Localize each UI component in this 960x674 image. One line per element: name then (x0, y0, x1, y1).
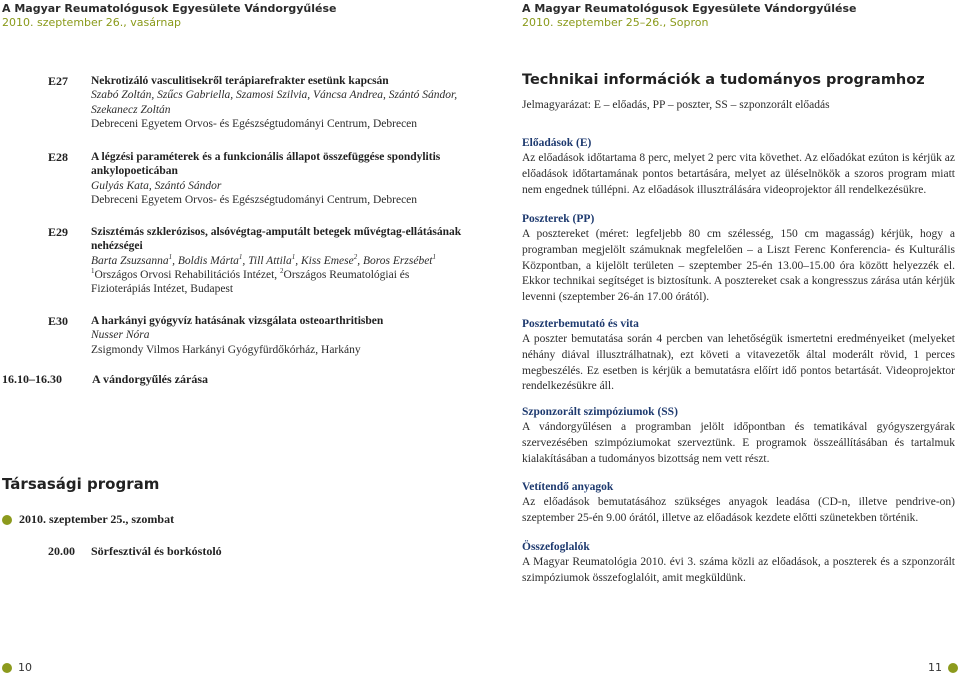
section-text: A poszter bemutatása során 4 percben van lehetőségük ismertetni eredményeiket (melyeket néhány diával illusztrálhatnak), ezt követi a vitavezetők által moderált rövid, 1 perces megbeszélés. Ez esetben is kérjük a bemutatásra előírt idő pontos betartását. Videoprojektor rendelkezésükre áll. (522, 333, 955, 393)
entry-title: Szisztémás szklerózisos, alsóvégtag-amputált betegek művégtag-ellátásának nehézségei (91, 226, 462, 253)
header-right-title: A Magyar Reumatológusok Egyesülete Vándorgyűlése (522, 2, 857, 15)
section-heading: Poszterek (PP) (522, 213, 595, 225)
section-text: A vándorgyűlésen a programban jelölt időpontban és tematikával gyógyszergyárak szervezésében szimpóziumokat szerveztünk. E programok összeállításában és tartalmuk kialakításában a tudományos bizottság nem vett részt. (522, 421, 955, 465)
section-heading: Szponzorált szimpóziumok (SS) (522, 406, 678, 418)
section-text: A posztereket (méret: legfeljebb 80 cm szélesség, 150 cm magasság) kérjük, hogy a programban megjelölt számuknak megfelelően – a Liszt Ferenc Konferencia- és Kulturális Központban, a kijelölt területen – szeptember 25-én 13.00–15.00 óra között helyezzék el. Ekkor technikai segítséget is biztosítunk. A posztereket csak a kongresszus zárása után kérjük levenni (szeptember 26-án 17.00 órától). (522, 228, 955, 304)
social-date-row (2, 512, 174, 527)
legend-text: Jelmagyarázat: E – előadás, PP – poszter, SS – szponzorált előadás (522, 99, 830, 111)
section-heading: Vetítendő anyagok (522, 481, 614, 493)
closing-time: 16.10–16.30 (2, 372, 62, 386)
event-label: Sörfesztivál és borkóstoló (91, 544, 222, 558)
section-heading: Összefoglalók (522, 541, 590, 553)
entry-institution: $^1$Országos Orvosi Rehabilitációs Intézet, $^2$Országos Reumatológiai és Fizioterápiás Intézet, Budapest (91, 267, 410, 296)
technical-info (522, 72, 955, 114)
section-heading: Előadások (E) (522, 137, 592, 149)
page-number-left (2, 661, 32, 674)
info-section (522, 405, 955, 467)
entry-institution: Zsigmondy Vilmos Harkányi Gyógyfürdőkórház, Harkány (91, 343, 361, 356)
page-number-right (928, 661, 958, 674)
page-header-left (2, 2, 337, 30)
entry-title: Nekrotizáló vasculitisekről terápiarefrakter esetünk kapcsán (91, 75, 389, 87)
info-section (522, 540, 955, 587)
event-time: 20.00 (48, 544, 75, 558)
section-text: A Magyar Reumatológia 2010. évi 3. száma közli az előadások, a poszterek és a szponzorált szimpóziumok összefoglalóit, amit megküldünk. (522, 556, 955, 584)
social-program-title: Társasági program (2, 475, 160, 493)
entry-code: E28 (48, 150, 69, 164)
entry-title: A légzési paraméterek és a funkcionális állapot összefüggése spondylitis ankylopoeticában (91, 151, 441, 178)
bullet-dot-icon (948, 663, 958, 673)
program-entry (91, 225, 471, 296)
entry-authors: Gulyás Kata, Szántó Sándor (91, 179, 222, 192)
entry-authors: Nusser Nóra (91, 329, 150, 342)
info-section (522, 480, 955, 527)
section-heading: Poszterbemutató és vita (522, 318, 639, 330)
technical-info-title: Technikai információk a tudományos programhoz (522, 72, 925, 88)
social-date: 2010. szeptember 25., szombat (19, 512, 175, 526)
entry-code: E29 (48, 225, 69, 239)
entry-code: E27 (48, 74, 69, 88)
entry-title: A harkányi gyógyvíz hatásának vizsgálata osteoarthritisben (91, 315, 384, 327)
header-right-date: 2010. szeptember 25–26., Sopron (522, 16, 709, 29)
info-section (522, 136, 955, 198)
header-left-date: 2010. szeptember 26., vasárnap (2, 16, 182, 29)
closing-label: A vándorgyűlés zárása (92, 372, 209, 386)
section-text: Az előadások bemutatásához szükséges anyagok leadása (CD-n, illetve pendrive-on) szeptember 25-én 9.00 órától, illetve az előadások kezdete előtti szünetekben történik. (522, 496, 955, 524)
program-entry (91, 150, 471, 207)
section-text: Az előadások időtartama 8 perc, melyet 2 perc vita követhet. Az előadókat ezúton is kérjük az előadások időtartamának pontos betartására, melyet az üléselnökök a szoros program miatt nem engednek túllépni. Az előadások illusztrálására videoprojektor áll rendelkezésükre. (522, 152, 955, 196)
program-entry (91, 314, 471, 357)
page-number: 11 (928, 661, 942, 674)
header-left-title: A Magyar Reumatológusok Egyesülete Vándorgyűlése (2, 2, 337, 15)
entry-authors: Szabó Zoltán, Szűcs Gabriella, Szamosi Szilvia, Váncsa Andrea, Szántó Sándor, Szekanecz Zoltán (91, 89, 458, 116)
info-section (522, 212, 955, 306)
entry-institution: Debreceni Egyetem Orvos- és Egészségtudományi Centrum, Debrecen (91, 193, 418, 206)
entry-code: E30 (48, 314, 69, 328)
page-header-right (522, 2, 857, 30)
entry-authors: Barta Zsuzsanna$^1$, Boldis Márta$^1$, Till Attila$^1$, Kiss Emese$^2$, Boros Erzsébet$^1$ (91, 252, 436, 267)
page-number: 10 (18, 661, 32, 674)
info-section (522, 317, 955, 395)
bullet-dot-icon (2, 515, 12, 525)
program-entry (91, 74, 471, 131)
bullet-dot-icon (2, 663, 12, 673)
entry-institution: Debreceni Egyetem Orvos- és Egészségtudományi Centrum, Debrecen (91, 117, 418, 130)
